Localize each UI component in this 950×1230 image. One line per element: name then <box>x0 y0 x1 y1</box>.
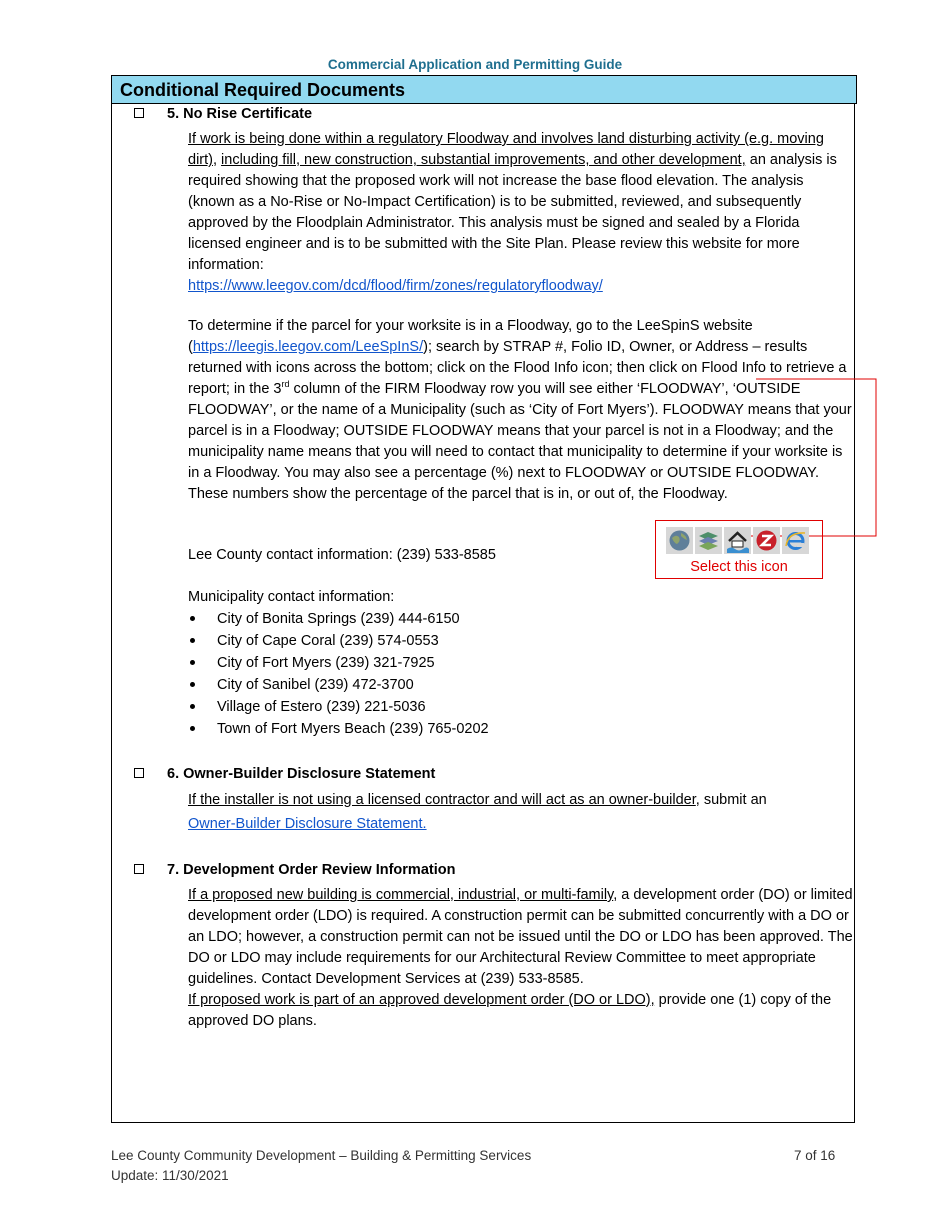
development-order-text-1: , a development order (DO) or limited development order (LDO) is required. A construction permit can be submitted concurrently with a DO or an LDO; however, a construction permit can not be issued until the DO or LDO has been approved. The DO or LDO may include requirements for our Architectural Review Committee to meet appropriate guidelines. Contact Development Services at (239) 533-8585. <box>188 887 853 987</box>
owner-builder-underline: If the installer is not using a licensed contractor and will act as an owner-builder <box>188 792 696 808</box>
no-rise-checkbox[interactable] <box>134 108 144 118</box>
list-item: City of Bonita Springs (239) 444-6150 <box>188 608 489 630</box>
floodway-website-link[interactable]: https://www.leegov.com/dcd/flood/firm/zones/regulatoryfloodway/ <box>188 278 603 294</box>
owner-builder-disclosure-link[interactable]: Owner-Builder Disclosure Statement. <box>188 816 427 832</box>
development-order-checkbox[interactable] <box>134 864 144 874</box>
owner-builder-checkbox[interactable] <box>134 768 144 778</box>
municipality-contact-heading: Municipality contact information: <box>188 589 395 605</box>
page-number: 7 of 16 <box>794 1148 836 1163</box>
list-item: City of Sanibel (239) 472-3700 <box>188 674 489 696</box>
no-rise-text-2c: column of the FIRM Floodway row you will see either ‘FLOODWAY’, ‘OUTSIDE FLOODWAY’, or the name of a Municipality (such as ‘City of Fort Myers’). FLOODWAY means that your parcel is in a Floodway; OUTSIDE FLOODWAY means that your parcel is not in a Floodway; and the municipality name means that you will need to contact that municipality to determine if your worksite is in a Floodway. You may also see a percentage (%) next to FLOODWAY or OUTSIDE FLOODWAY. These numbers show the percentage of the parcel that is in, or out of, the Floodway. <box>188 381 852 502</box>
development-order-paragraph <box>188 885 853 1032</box>
owner-builder-paragraph <box>188 788 853 836</box>
toolbar-icon-strip <box>666 527 809 554</box>
map-layers-icon[interactable] <box>695 527 722 554</box>
development-order-underline-1: If a proposed new building is commercial, industrial, or multi-family <box>188 887 614 903</box>
internet-explorer-icon[interactable] <box>782 527 809 554</box>
municipality-list <box>188 608 489 740</box>
list-item: City of Cape Coral (239) 574-0553 <box>188 630 489 652</box>
section-header: Conditional Required Documents <box>111 75 857 104</box>
callout-caption: Select this icon <box>690 559 788 575</box>
no-rise-text-2b: ); search by STRAP #, Folio ID, Owner, or Address – results returned with icons across the bottom; click on the Flood Info icon; then click on Flood Info to retrieve a report; in the 3 <box>188 339 847 397</box>
no-rise-text-1: an analysis is required showing that the proposed work will not increase the base flood elevation. The analysis (known as a No-Rise or No-Impact Certification) is to be submitted, reviewed, and subsequently approved by the Floodplain Administrator. This analysis must be signed and sealed by a Florida licensed engineer and is to be submitted with the Site Plan. Please review this website for more information: <box>188 152 837 273</box>
development-order-underline-2: If proposed work is part of an approved development order (DO or LDO), <box>188 992 655 1008</box>
footer-org: Lee County Community Development – Building & Permitting Services <box>111 1148 532 1163</box>
no-rise-underline-2: including fill, new construction, substantial improvements, and other development, <box>221 152 746 168</box>
development-order-text-2: provide one (1) copy of the approved DO plans. <box>188 992 832 1029</box>
owner-builder-text: , submit an <box>695 792 767 808</box>
no-rise-title: 5. No Rise Certificate <box>167 106 313 122</box>
development-order-title: 7. Development Order Review Information <box>167 862 456 878</box>
owner-builder-title: 6. Owner-Builder Disclosure Statement <box>167 766 436 782</box>
list-item: Village of Estero (239) 221-5036 <box>188 696 489 718</box>
footer-update-date: Update: 11/30/2021 <box>111 1168 229 1183</box>
document-title: Commercial Application and Permitting Guide <box>327 57 623 72</box>
ordinal-suffix: rd <box>281 379 290 390</box>
no-rise-underline-1: If work is being done within a regulatory Floodway and involves land disturbing activity (e.g. moving dirt) <box>188 131 824 168</box>
flood-house-icon[interactable] <box>724 527 751 554</box>
no-rise-text-sep: , <box>212 152 222 168</box>
no-rise-paragraph-1 <box>188 129 853 297</box>
lee-county-contact: Lee County contact information: (239) 533-8585 <box>188 547 496 563</box>
leespins-link[interactable]: https://leegis.leegov.com/LeeSpInS/ <box>192 339 424 355</box>
globe-icon[interactable] <box>666 527 693 554</box>
no-rise-text-2a: To determine if the parcel for your worksite is in a Floodway, go to the LeeSpinS website ( <box>188 318 753 355</box>
list-item: Town of Fort Myers Beach (239) 765-0202 <box>188 718 489 740</box>
zoning-z-icon[interactable] <box>753 527 780 554</box>
list-item: City of Fort Myers (239) 321-7925 <box>188 652 489 674</box>
